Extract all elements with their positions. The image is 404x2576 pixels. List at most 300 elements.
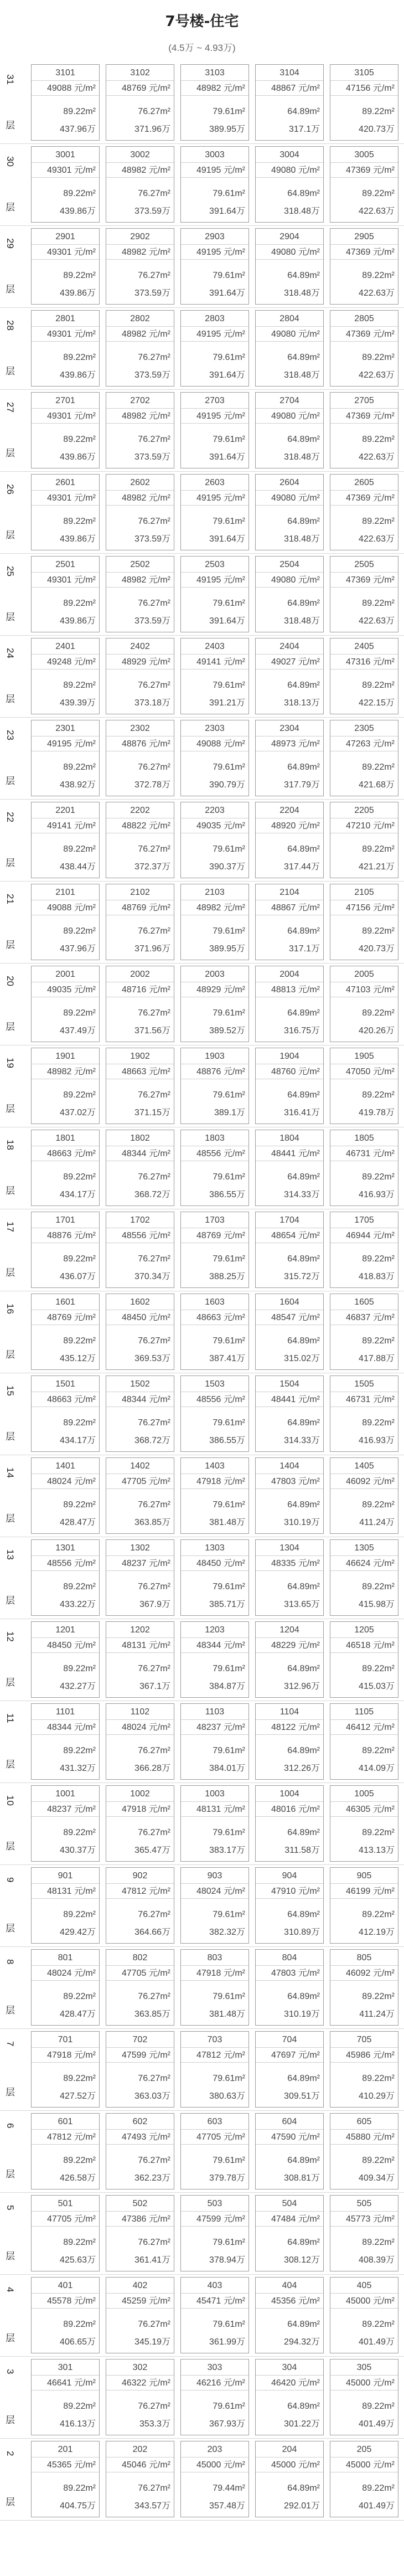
unit-cell[interactable] xyxy=(330,1703,398,1780)
unit-cell[interactable] xyxy=(255,802,324,878)
unit-number: 1402 xyxy=(106,1459,174,1474)
unit-number: 201 xyxy=(32,2443,99,2457)
floor-row xyxy=(0,718,404,800)
unit-cell[interactable] xyxy=(330,1621,398,1698)
unit-cell[interactable] xyxy=(106,1294,174,1370)
unit-number: 1002 xyxy=(106,1787,174,1802)
unit-area: 64.89m² xyxy=(287,2074,320,2083)
unit-cell[interactable] xyxy=(180,2031,249,2108)
unit-price: 48663 元/m² xyxy=(32,1147,99,1161)
unit-cell[interactable] xyxy=(330,2113,398,2189)
unit-cell[interactable] xyxy=(180,1867,249,1944)
unit-cell[interactable] xyxy=(330,392,398,468)
unit-cell[interactable] xyxy=(330,1457,398,1534)
unit-area: 76.27m² xyxy=(138,353,170,362)
unit-area: 76.27m² xyxy=(138,1172,170,1182)
unit-price: 48237 元/m² xyxy=(181,1720,248,1735)
unit-number: 1803 xyxy=(181,1131,248,1146)
unit-number: 2701 xyxy=(32,394,99,409)
unit-number: 604 xyxy=(256,2115,323,2130)
floor-label xyxy=(0,1127,28,1209)
unit-cell[interactable] xyxy=(106,310,174,387)
unit-number: 3003 xyxy=(181,148,248,163)
unit-total: 390.79万 xyxy=(209,780,245,790)
unit-price: 48441 元/m² xyxy=(256,1393,323,1407)
unit-cell[interactable] xyxy=(31,1457,100,1534)
unit-cell[interactable] xyxy=(180,310,249,387)
unit-total: 417.88万 xyxy=(359,1354,395,1363)
unit-total: 382.32万 xyxy=(209,1928,245,1937)
unit-number: 805 xyxy=(330,1951,398,1966)
unit-price: 48769 元/m² xyxy=(32,1311,99,1325)
unit-area: 79.61m² xyxy=(213,2156,245,2165)
unit-price: 49035 元/m² xyxy=(181,819,248,833)
unit-number: 2304 xyxy=(256,722,323,736)
unit-area: 79.61m² xyxy=(213,271,245,280)
unit-price: 46322 元/m² xyxy=(106,2376,174,2390)
floor-suffix: 层 xyxy=(6,694,15,704)
unit-cell[interactable] xyxy=(255,2359,324,2435)
unit-area: 89.22m² xyxy=(63,2074,96,2083)
unit-cell[interactable] xyxy=(31,638,100,714)
unit-cell[interactable] xyxy=(255,2195,324,2271)
unit-total: 409.34万 xyxy=(359,2173,395,2183)
unit-cell[interactable] xyxy=(180,392,249,468)
unit-cell[interactable] xyxy=(330,884,398,960)
floor-label xyxy=(0,1865,28,1946)
unit-area: 64.89m² xyxy=(287,2402,320,2411)
unit-cell[interactable] xyxy=(330,1539,398,1616)
unit-cell[interactable] xyxy=(330,2195,398,2271)
unit-price: 48344 元/m² xyxy=(106,1393,174,1407)
unit-cell[interactable] xyxy=(255,146,324,223)
unit-cell[interactable] xyxy=(106,2031,174,2108)
unit-cell[interactable] xyxy=(180,720,249,796)
unit-total: 367.1万 xyxy=(139,1682,170,1691)
unit-cell[interactable] xyxy=(31,2359,100,2435)
unit-cell[interactable] xyxy=(106,1130,174,1206)
unit-cell[interactable] xyxy=(255,1294,324,1370)
unit-cell[interactable] xyxy=(255,966,324,1042)
unit-cell[interactable] xyxy=(255,1621,324,1698)
unit-total: 314.33万 xyxy=(284,1436,320,1445)
unit-cell[interactable] xyxy=(31,474,100,550)
unit-cell[interactable] xyxy=(180,2195,249,2271)
unit-total: 380.63万 xyxy=(209,2091,245,2101)
unit-price: 48663 元/m² xyxy=(181,1311,248,1325)
unit-number: 3101 xyxy=(32,66,99,81)
unit-cell[interactable] xyxy=(31,1703,100,1780)
unit-number: 1602 xyxy=(106,1295,174,1310)
unit-cell[interactable] xyxy=(106,1539,174,1616)
unit-cell[interactable] xyxy=(106,392,174,468)
unit-cell[interactable] xyxy=(330,638,398,714)
unit-cell[interactable] xyxy=(255,1048,324,1124)
unit-cell[interactable] xyxy=(106,1375,174,1452)
unit-cell[interactable] xyxy=(255,1130,324,1206)
unit-cell[interactable] xyxy=(31,2031,100,2108)
unit-area: 79.61m² xyxy=(213,2238,245,2247)
unit-cell[interactable] xyxy=(180,1457,249,1534)
unit-cell[interactable] xyxy=(255,1457,324,1534)
unit-cell[interactable] xyxy=(106,1703,174,1780)
unit-cell[interactable] xyxy=(31,2277,100,2353)
unit-number: 305 xyxy=(330,2361,398,2376)
unit-area: 89.22m² xyxy=(362,1746,395,1755)
unit-cell[interactable] xyxy=(31,1785,100,1862)
unit-price: 47103 元/m² xyxy=(330,983,398,997)
floor-number: 23 xyxy=(5,730,15,740)
unit-total: 389.95万 xyxy=(209,125,245,134)
unit-area: 79.61m² xyxy=(213,1418,245,1428)
unit-price: 49080 元/m² xyxy=(256,409,323,424)
floor-number: 18 xyxy=(5,1140,15,1150)
unit-cell[interactable] xyxy=(106,638,174,714)
unit-number: 2702 xyxy=(106,394,174,409)
unit-cell[interactable] xyxy=(330,1212,398,1288)
unit-cell[interactable] xyxy=(31,802,100,878)
unit-cell[interactable] xyxy=(31,1867,100,1944)
unit-cell[interactable] xyxy=(255,2277,324,2353)
unit-price: 48335 元/m² xyxy=(256,1557,323,1571)
unit-cell[interactable] xyxy=(255,556,324,632)
unit-cell[interactable] xyxy=(330,966,398,1042)
unit-cell[interactable] xyxy=(31,1048,100,1124)
unit-cell[interactable] xyxy=(31,1539,100,1616)
floor-row xyxy=(0,1455,404,1537)
unit-area: 64.89m² xyxy=(287,189,320,198)
unit-price: 48716 元/m² xyxy=(106,983,174,997)
unit-cell[interactable] xyxy=(180,1785,249,1862)
unit-number: 802 xyxy=(106,1951,174,1966)
unit-cell[interactable] xyxy=(330,1130,398,1206)
unit-total: 435.12万 xyxy=(60,1354,96,1363)
unit-price: 46837 元/m² xyxy=(330,1311,398,1325)
page-title: 7号楼-住宅 xyxy=(165,13,239,30)
unit-total: 434.17万 xyxy=(60,1190,96,1199)
unit-cell[interactable] xyxy=(180,1212,249,1288)
floor-suffix: 层 xyxy=(6,1513,15,1524)
unit-cell[interactable] xyxy=(106,1867,174,1944)
unit-price: 49195 元/m² xyxy=(181,409,248,424)
unit-area: 76.27m² xyxy=(138,1418,170,1428)
unit-cell[interactable] xyxy=(31,884,100,960)
unit-cell[interactable] xyxy=(180,966,249,1042)
floor-row xyxy=(0,1947,404,2029)
unit-area: 64.89m² xyxy=(287,1582,320,1591)
unit-cell[interactable] xyxy=(180,64,249,141)
unit-number: 2303 xyxy=(181,722,248,736)
unit-area: 64.89m² xyxy=(287,517,320,526)
unit-total: 439.86万 xyxy=(60,288,96,298)
unit-total: 313.65万 xyxy=(284,1600,320,1609)
unit-cell[interactable] xyxy=(180,1130,249,1206)
unit-cell[interactable] xyxy=(330,2441,398,2517)
unit-cell[interactable] xyxy=(31,146,100,223)
unit-number: 1503 xyxy=(181,1377,248,1392)
unit-cell[interactable] xyxy=(180,2359,249,2435)
unit-cell[interactable] xyxy=(106,1949,174,2026)
unit-cell[interactable] xyxy=(31,392,100,468)
unit-cell[interactable] xyxy=(106,2195,174,2271)
unit-cell[interactable] xyxy=(255,2441,324,2517)
unit-price: 47812 元/m² xyxy=(181,2048,248,2063)
floor-number: 20 xyxy=(5,976,15,986)
unit-cell[interactable] xyxy=(31,966,100,1042)
unit-cell[interactable] xyxy=(255,884,324,960)
unit-price: 47918 元/m² xyxy=(106,1802,174,1817)
unit-total: 316.75万 xyxy=(284,1026,320,1035)
unit-cell[interactable] xyxy=(255,1867,324,1944)
floor-label xyxy=(0,2357,28,2438)
unit-cell[interactable] xyxy=(255,1212,324,1288)
unit-cell[interactable] xyxy=(180,1621,249,1698)
unit-cell[interactable] xyxy=(255,638,324,714)
floor-label xyxy=(0,308,28,389)
unit-cell[interactable] xyxy=(330,310,398,387)
unit-cell[interactable] xyxy=(106,2441,174,2517)
unit-cell[interactable] xyxy=(180,2277,249,2353)
floor-label xyxy=(0,1619,28,1701)
unit-cell[interactable] xyxy=(255,310,324,387)
unit-area: 89.22m² xyxy=(362,2320,395,2329)
unit-cell[interactable] xyxy=(330,1375,398,1452)
unit-cell[interactable] xyxy=(255,1703,324,1780)
unit-cell[interactable] xyxy=(330,2277,398,2353)
unit-total: 373.59万 xyxy=(134,370,170,380)
unit-cell[interactable] xyxy=(330,228,398,305)
unit-cell[interactable] xyxy=(255,64,324,141)
unit-cell[interactable] xyxy=(106,802,174,878)
unit-cell[interactable] xyxy=(255,1785,324,1862)
price-range: (4.5万 ~ 4.93万) xyxy=(168,43,236,53)
unit-number: 1501 xyxy=(32,1377,99,1392)
floor-label xyxy=(0,2439,28,2520)
unit-cell[interactable] xyxy=(106,1212,174,1288)
unit-cell[interactable] xyxy=(31,720,100,796)
unit-area: 89.22m² xyxy=(362,1008,395,1018)
unit-cell[interactable] xyxy=(106,2277,174,2353)
floor-suffix: 层 xyxy=(6,1431,15,1442)
unit-cell[interactable] xyxy=(106,2359,174,2435)
unit-cell[interactable] xyxy=(31,556,100,632)
unit-area: 89.22m² xyxy=(63,435,96,444)
unit-number: 2002 xyxy=(106,967,174,982)
unit-cell[interactable] xyxy=(180,146,249,223)
unit-cell[interactable] xyxy=(330,2031,398,2108)
floor-number: 30 xyxy=(5,156,15,167)
unit-number: 2003 xyxy=(181,967,248,982)
unit-cell[interactable] xyxy=(106,1785,174,1862)
unit-cell[interactable] xyxy=(180,228,249,305)
unit-cell[interactable] xyxy=(330,720,398,796)
unit-area: 89.22m² xyxy=(362,107,395,116)
unit-total: 364.66万 xyxy=(134,1928,170,1937)
floor-number: 16 xyxy=(5,1304,15,1314)
unit-cell[interactable] xyxy=(106,966,174,1042)
unit-cell[interactable] xyxy=(31,1130,100,1206)
unit-cell[interactable] xyxy=(31,1212,100,1288)
unit-cell[interactable] xyxy=(180,1703,249,1780)
unit-total: 294.32万 xyxy=(284,2337,320,2347)
unit-cell[interactable] xyxy=(180,556,249,632)
unit-total: 391.21万 xyxy=(209,698,245,708)
unit-price: 46641 元/m² xyxy=(32,2376,99,2390)
unit-cell[interactable] xyxy=(31,228,100,305)
unit-cell[interactable] xyxy=(330,1949,398,2026)
unit-cell[interactable] xyxy=(255,1949,324,2026)
unit-cell[interactable] xyxy=(106,146,174,223)
unit-price: 48982 元/m² xyxy=(32,1065,99,1079)
floor-label xyxy=(0,1701,28,1782)
unit-number: 1202 xyxy=(106,1623,174,1638)
unit-cell[interactable] xyxy=(255,2113,324,2189)
unit-cell[interactable] xyxy=(180,802,249,878)
unit-cell[interactable] xyxy=(106,1048,174,1124)
unit-cell[interactable] xyxy=(180,1294,249,1370)
unit-price: 49035 元/m² xyxy=(32,983,99,997)
unit-price: 48016 元/m² xyxy=(256,1802,323,1817)
unit-total: 437.02万 xyxy=(60,1108,96,1117)
unit-cell[interactable] xyxy=(330,1294,398,1370)
unit-cell[interactable] xyxy=(180,638,249,714)
unit-price: 46092 元/m² xyxy=(330,1475,398,1489)
unit-cell[interactable] xyxy=(255,228,324,305)
floor-row xyxy=(0,1291,404,1373)
unit-total: 292.01万 xyxy=(284,2501,320,2511)
unit-cell[interactable] xyxy=(180,474,249,550)
unit-cell[interactable] xyxy=(106,884,174,960)
unit-price: 47599 元/m² xyxy=(181,2212,248,2227)
unit-area: 89.22m² xyxy=(362,435,395,444)
unit-total: 422.63万 xyxy=(359,288,395,298)
unit-price: 48867 元/m² xyxy=(256,81,323,96)
unit-area: 89.22m² xyxy=(63,189,96,198)
unit-number: 2403 xyxy=(181,640,248,655)
unit-area: 76.27m² xyxy=(138,1336,170,1346)
unit-price: 49141 元/m² xyxy=(32,819,99,833)
unit-cell[interactable] xyxy=(180,1949,249,2026)
unit-area: 79.61m² xyxy=(213,1090,245,1100)
unit-area: 76.27m² xyxy=(138,1008,170,1018)
unit-cell[interactable] xyxy=(31,310,100,387)
unit-cell[interactable] xyxy=(31,1949,100,2026)
unit-cell[interactable] xyxy=(330,1048,398,1124)
unit-number: 3001 xyxy=(32,148,99,163)
floor-label xyxy=(0,1783,28,1864)
floor-suffix: 层 xyxy=(6,2005,15,2016)
unit-cell[interactable] xyxy=(106,64,174,141)
floor-label xyxy=(0,800,28,881)
unit-number: 1302 xyxy=(106,1541,174,1556)
unit-number: 2105 xyxy=(330,885,398,900)
unit-cell[interactable] xyxy=(31,2113,100,2189)
unit-cell[interactable] xyxy=(180,884,249,960)
unit-cell[interactable] xyxy=(180,2113,249,2189)
unit-cell[interactable] xyxy=(255,392,324,468)
unit-area: 89.22m² xyxy=(63,1172,96,1182)
unit-cell[interactable] xyxy=(330,146,398,223)
unit-cell[interactable] xyxy=(330,64,398,141)
unit-cell[interactable] xyxy=(180,1539,249,1616)
unit-cell[interactable] xyxy=(31,1621,100,1698)
unit-number: 905 xyxy=(330,1869,398,1884)
floor-number: 9 xyxy=(5,1877,15,1883)
unit-total: 310.19万 xyxy=(284,2010,320,2019)
unit-total: 368.72万 xyxy=(134,1436,170,1445)
unit-cell[interactable] xyxy=(255,1539,324,1616)
unit-total: 389.95万 xyxy=(209,944,245,954)
unit-cell[interactable] xyxy=(180,1375,249,1452)
unit-cell[interactable] xyxy=(106,2113,174,2189)
unit-price: 47369 元/m² xyxy=(330,491,398,506)
unit-area: 64.89m² xyxy=(287,107,320,116)
unit-price: 48237 元/m² xyxy=(106,1557,174,1571)
unit-area: 76.27m² xyxy=(138,2238,170,2247)
unit-price: 45000 元/m² xyxy=(256,2458,323,2472)
unit-total: 425.63万 xyxy=(60,2255,96,2265)
unit-cell[interactable] xyxy=(106,556,174,632)
unit-cell[interactable] xyxy=(106,228,174,305)
unit-cell[interactable] xyxy=(255,474,324,550)
unit-number: 605 xyxy=(330,2115,398,2130)
floor-label xyxy=(0,62,28,143)
floor-row xyxy=(0,1373,404,1455)
unit-area: 64.89m² xyxy=(287,2156,320,2165)
unit-cell[interactable] xyxy=(330,1785,398,1862)
unit-area: 89.22m² xyxy=(362,2402,395,2411)
unit-cell[interactable] xyxy=(106,1621,174,1698)
unit-cell[interactable] xyxy=(31,1294,100,1370)
unit-cell[interactable] xyxy=(180,1048,249,1124)
unit-total: 318.48万 xyxy=(284,207,320,216)
unit-cell[interactable] xyxy=(31,2441,100,2517)
unit-price: 48920 元/m² xyxy=(256,819,323,833)
unit-cell[interactable] xyxy=(330,1867,398,1944)
floor-label xyxy=(0,2111,28,2192)
unit-cell[interactable] xyxy=(31,64,100,141)
unit-cell[interactable] xyxy=(330,2359,398,2435)
unit-cell[interactable] xyxy=(330,802,398,878)
unit-area: 76.27m² xyxy=(138,1828,170,1837)
unit-cell[interactable] xyxy=(180,2441,249,2517)
unit-total: 401.49万 xyxy=(359,2501,395,2511)
floor-suffix: 层 xyxy=(6,2415,15,2425)
unit-cell[interactable] xyxy=(330,556,398,632)
unit-cell[interactable] xyxy=(255,1375,324,1452)
unit-total: 301.22万 xyxy=(284,2419,320,2429)
unit-cell[interactable] xyxy=(255,720,324,796)
unit-area: 89.22m² xyxy=(362,681,395,690)
floor-number: 12 xyxy=(5,1631,15,1642)
unit-total: 404.75万 xyxy=(60,2501,96,2511)
unit-price: 48769 元/m² xyxy=(106,81,174,96)
unit-cell[interactable] xyxy=(31,1375,100,1452)
unit-price: 48769 元/m² xyxy=(181,1229,248,1243)
unit-cell[interactable] xyxy=(106,1457,174,1534)
unit-cell[interactable] xyxy=(330,474,398,550)
unit-number: 3004 xyxy=(256,148,323,163)
floor-row xyxy=(0,2275,404,2357)
floor-label xyxy=(0,882,28,963)
unit-price: 48556 元/m² xyxy=(181,1393,248,1407)
unit-cell[interactable] xyxy=(106,474,174,550)
unit-number: 2305 xyxy=(330,722,398,736)
unit-cell[interactable] xyxy=(255,2031,324,2108)
unit-cell[interactable] xyxy=(106,720,174,796)
unit-number: 2904 xyxy=(256,230,323,245)
unit-cell[interactable] xyxy=(31,2195,100,2271)
